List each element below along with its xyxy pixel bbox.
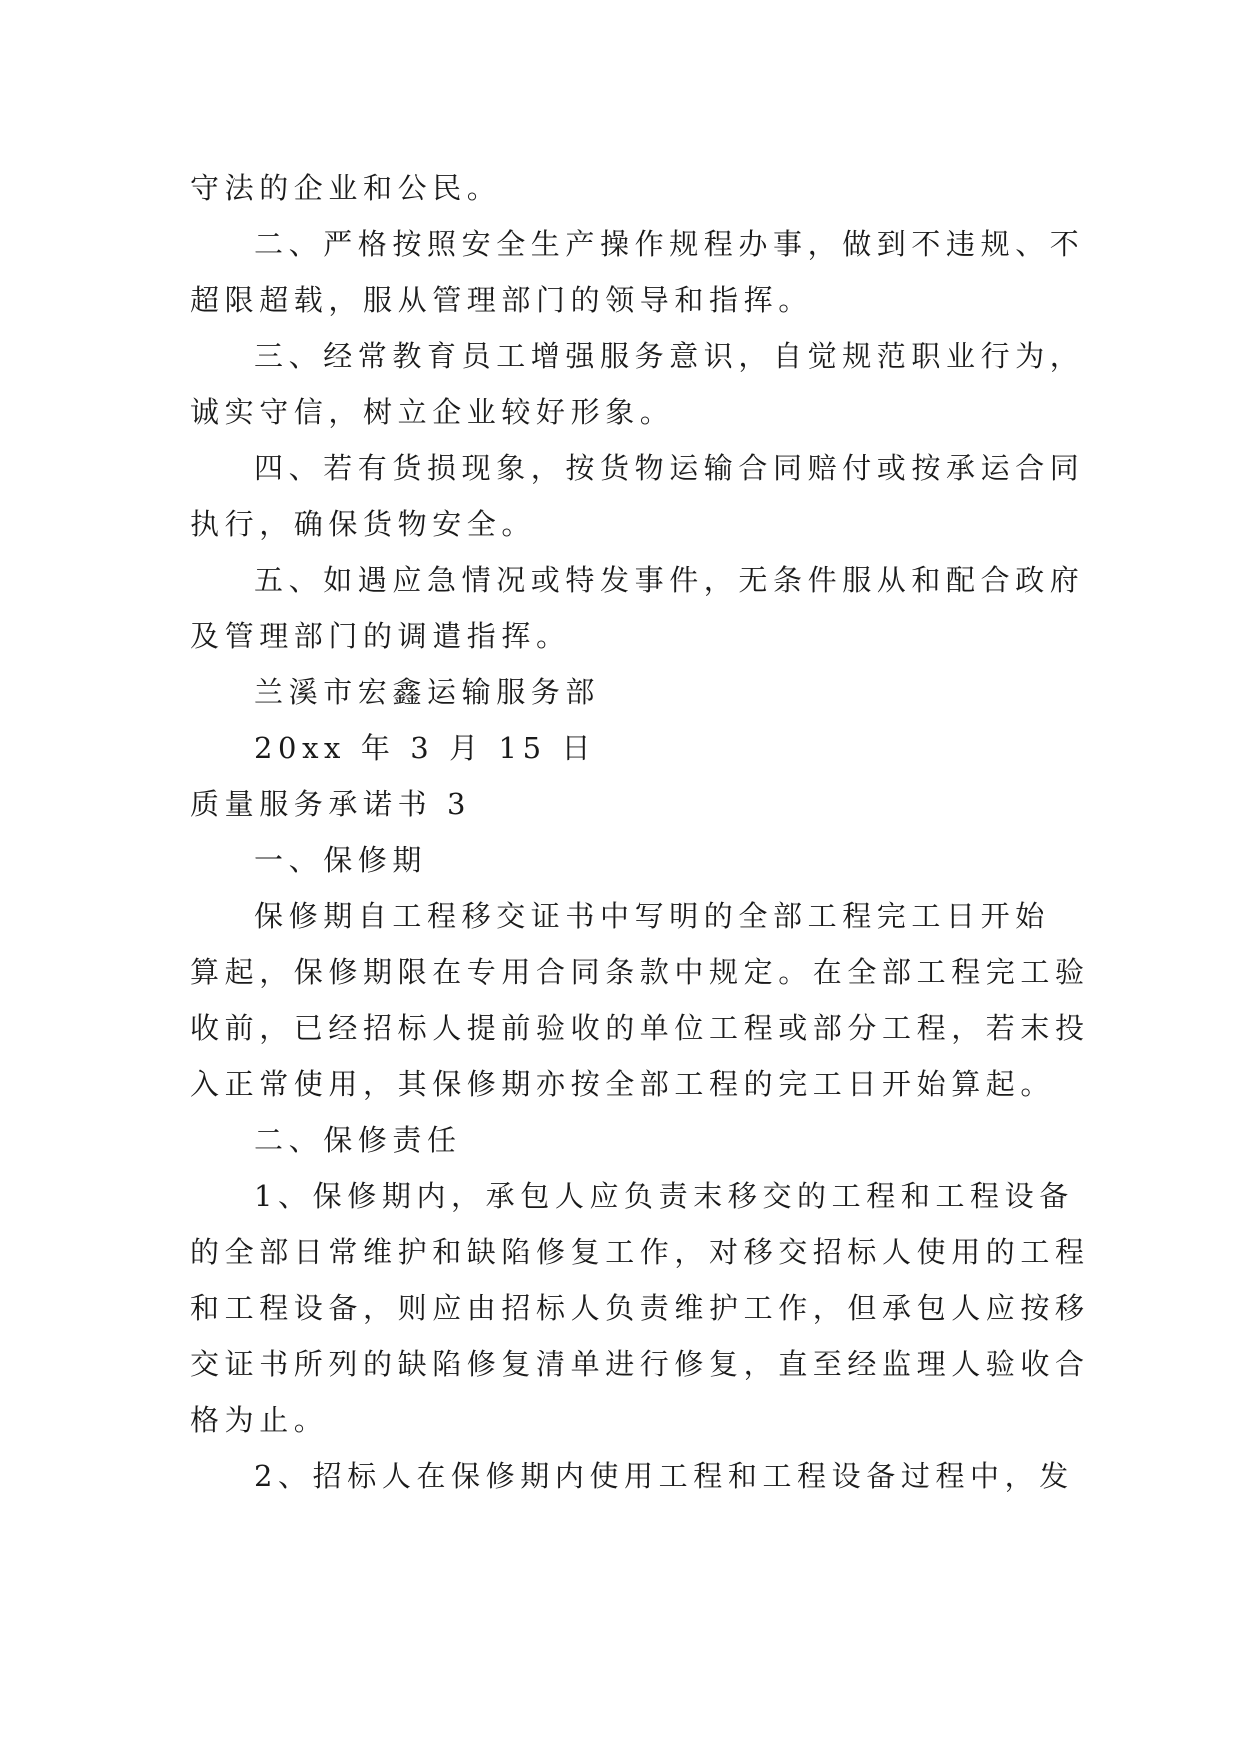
paragraph-line: 二、严格按照安全生产操作规程办事，做到不违规、不 bbox=[254, 227, 1085, 261]
section-heading: 一、保修期 bbox=[254, 843, 428, 877]
paragraph-line: 格为止。 bbox=[190, 1403, 329, 1437]
paragraph-line: 1、保修期内，承包人应负责末移交的工程和工程设备 bbox=[254, 1179, 1074, 1213]
paragraph-line: 收前，已经招标人提前验收的单位工程或部分工程，若末投 bbox=[190, 1011, 1090, 1045]
section-title: 质量服务承诺书 3 bbox=[190, 787, 472, 821]
paragraph-line: 入正常使用，其保修期亦按全部工程的完工日开始算起。 bbox=[190, 1067, 1056, 1101]
paragraph-line: 的全部日常维护和缺陷修复工作，对移交招标人使用的工程 bbox=[190, 1235, 1090, 1269]
paragraph-line: 保修期自工程移交证书中写明的全部工程完工日开始 bbox=[254, 899, 1050, 933]
section-heading: 二、保修责任 bbox=[254, 1123, 462, 1157]
paragraph-line: 及管理部门的调遣指挥。 bbox=[190, 619, 571, 653]
paragraph-line: 四、若有货损现象，按货物运输合同赔付或按承运合同 bbox=[254, 451, 1085, 485]
paragraph-line: 执行，确保货物安全。 bbox=[190, 507, 537, 541]
document-body bbox=[190, 160, 1090, 1504]
paragraph-line: 五、如遇应急情况或特发事件，无条件服从和配合政府 bbox=[254, 563, 1085, 597]
paragraph-line: 守法的企业和公民。 bbox=[190, 171, 502, 205]
paragraph-line: 2、招标人在保修期内使用工程和工程设备过程中，发 bbox=[254, 1459, 1074, 1493]
paragraph-line: 和工程设备，则应由招标人负责维护工作，但承包人应按移 bbox=[190, 1291, 1090, 1325]
signature-organization: 兰溪市宏鑫运输服务部 bbox=[254, 675, 601, 709]
paragraph-line: 三、经常教育员工增强服务意识，自觉规范职业行为， bbox=[254, 339, 1085, 373]
paragraph-line: 诚实守信，树立企业较好形象。 bbox=[190, 395, 675, 429]
signature-date: 20xx 年 3 月 15 日 bbox=[254, 731, 597, 765]
paragraph-line: 交证书所列的缺陷修复清单进行修复，直至经监理人验收合 bbox=[190, 1347, 1090, 1381]
paragraph-line: 超限超载，服从管理部门的领导和指挥。 bbox=[190, 283, 813, 317]
paragraph-line: 算起，保修期限在专用合同条款中规定。在全部工程完工验 bbox=[190, 955, 1090, 989]
